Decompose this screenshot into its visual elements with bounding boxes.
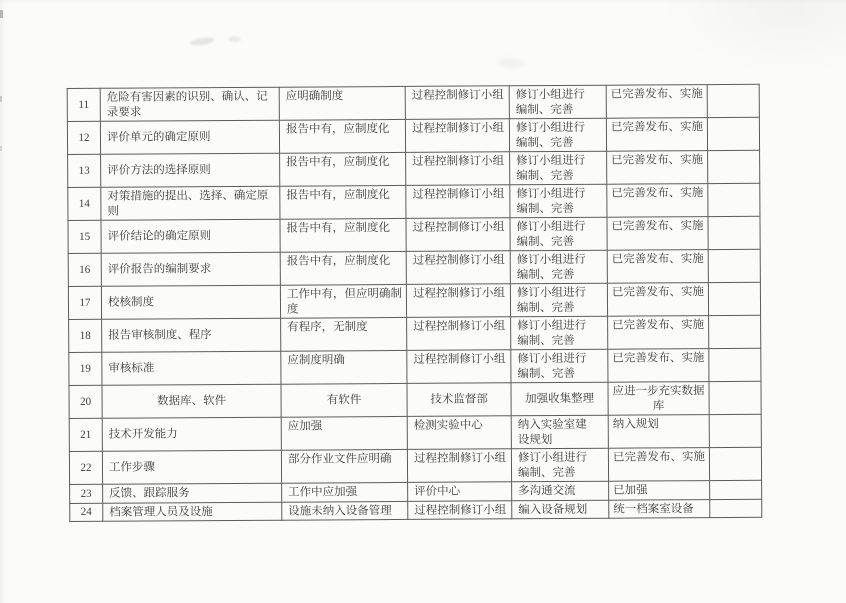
scan-artifact — [190, 36, 215, 46]
cell-no: 18 — [69, 319, 102, 352]
cell-status: 工作中应加强 — [282, 482, 408, 501]
cell-result: 已完善发布、实施 — [607, 151, 708, 185]
cell-item: 数据库、软件 — [102, 384, 281, 418]
cell-status: 应制度明确 — [281, 350, 407, 384]
cell-measure: 修订小组进行编制、完善 — [510, 250, 607, 284]
cell-department: 过程控制修订小组 — [406, 251, 510, 285]
cell-status: 应加强 — [281, 416, 407, 450]
cell-measure: 修订小组进行编制、完善 — [509, 118, 606, 152]
cell-measure: 修订小组进行编制、完善 — [511, 316, 608, 350]
cell-status: 部分作业文件应明确 — [281, 449, 407, 483]
cell-status: 报告中有，应制度化 — [280, 185, 406, 219]
cell-item: 报告审核制度、程序 — [102, 318, 281, 352]
cell-blank — [708, 282, 760, 315]
cell-result: 已完善发布、实施 — [606, 85, 707, 119]
cell-measure: 修订小组进行编制、完善 — [510, 283, 607, 317]
cell-item: 反馈、跟踪服务 — [103, 483, 282, 503]
cell-department: 过程控制修订小组 — [406, 218, 510, 252]
cell-result: 已完善发布、实施 — [608, 349, 709, 383]
cell-blank — [709, 447, 761, 480]
cell-measure: 纳入实验室建设规划 — [511, 415, 608, 449]
table-row — [68, 282, 760, 319]
table-row — [69, 414, 761, 451]
table-row — [69, 381, 761, 418]
cell-blank — [709, 381, 761, 414]
table-row — [68, 150, 760, 187]
cell-result: 已加强 — [609, 481, 710, 500]
cell-no: 23 — [70, 484, 103, 503]
cell-no: 14 — [68, 187, 101, 220]
table-row — [69, 447, 761, 484]
cell-item: 技术开发能力 — [102, 417, 281, 451]
cell-result: 已完善发布、实施 — [607, 217, 708, 251]
cell-result: 应进一步充实数据库 — [608, 382, 709, 416]
cell-department: 过程控制修订小组 — [408, 500, 512, 519]
scan-artifact — [0, 96, 2, 102]
cell-status: 报告中有，应制度化 — [280, 251, 406, 285]
cell-measure: 修订小组进行编制、完善 — [511, 349, 608, 383]
cell-result: 已完善发布、实施 — [607, 283, 708, 317]
cell-blank — [708, 150, 760, 183]
cell-no: 12 — [67, 121, 100, 154]
cell-blank — [707, 84, 759, 117]
table-row — [69, 348, 761, 385]
table-row — [68, 183, 760, 220]
cell-department: 过程控制修订小组 — [405, 119, 509, 153]
cell-item: 评价单元的确定原则 — [100, 120, 279, 154]
cell-measure: 编入设备规划 — [512, 500, 609, 519]
cell-blank — [709, 348, 761, 381]
cell-no: 13 — [68, 154, 101, 187]
cell-blank — [709, 414, 761, 447]
cell-status: 有程序，无制度 — [281, 317, 407, 351]
cell-no: 21 — [69, 418, 102, 451]
scan-artifact — [0, 10, 3, 18]
cell-department: 过程控制修订小组 — [406, 185, 510, 219]
cell-measure: 修订小组进行编制、完善 — [509, 85, 606, 119]
cell-blank — [710, 480, 762, 499]
cell-no: 16 — [68, 253, 101, 286]
cell-measure: 多沟通交流 — [512, 481, 609, 500]
cell-department: 过程控制修订小组 — [406, 152, 510, 186]
table-row — [67, 84, 759, 121]
table-body — [67, 84, 762, 521]
cell-blank — [710, 499, 762, 518]
cell-status: 报告中有，应制度化 — [280, 218, 406, 252]
cell-status: 工作中有，但应明确制度 — [280, 284, 406, 318]
cell-department: 技术监督部 — [407, 383, 511, 417]
cell-result: 已完善发布、实施 — [607, 250, 708, 284]
table-row — [69, 315, 761, 352]
scan-artifact — [0, 146, 2, 151]
table-row — [70, 499, 762, 522]
cell-measure: 加强收集整理 — [511, 382, 608, 416]
cell-measure: 修订小组进行编制、完善 — [511, 448, 608, 482]
cell-status: 报告中有，应制度化 — [280, 152, 406, 186]
cell-item: 工作步骤 — [102, 450, 281, 484]
cell-item: 对策措施的提出、选择、确定原则 — [101, 186, 280, 220]
cell-item: 档案管理人员及设施 — [103, 502, 282, 522]
cell-no: 11 — [67, 88, 100, 121]
cell-result: 纳入规划 — [608, 415, 709, 449]
cell-blank — [707, 117, 759, 150]
table-row — [67, 117, 759, 154]
cell-result: 统一档案室设备 — [609, 499, 710, 518]
cell-blank — [708, 249, 760, 282]
cell-item: 危险有害因素的识别、确认、记录要求 — [100, 87, 279, 121]
cell-blank — [708, 183, 760, 216]
cell-measure: 修订小组进行编制、完善 — [510, 217, 607, 251]
cell-blank — [709, 315, 761, 348]
cell-status: 有软件 — [281, 383, 407, 417]
cell-department: 评价中心 — [408, 482, 512, 501]
cell-result: 已完善发布、实施 — [606, 118, 707, 152]
cell-department: 过程控制修订小组 — [407, 449, 511, 483]
table-row — [68, 249, 760, 286]
table-row — [68, 216, 760, 253]
cell-blank — [708, 216, 760, 249]
cell-department: 过程控制修订小组 — [407, 350, 511, 384]
cell-item: 审核标准 — [102, 351, 281, 385]
cell-item: 评价结论的确定原则 — [101, 219, 280, 253]
cell-department: 过程控制修订小组 — [407, 317, 511, 351]
cell-item: 评价方法的选择原则 — [101, 153, 280, 187]
cell-result: 已完善发布、实施 — [607, 184, 708, 218]
cell-no: 19 — [69, 352, 102, 385]
scan-artifact — [497, 58, 525, 68]
cell-status: 报告中有，应制度化 — [279, 119, 405, 153]
cell-no: 17 — [68, 286, 101, 319]
cell-result: 已完善发布、实施 — [608, 316, 709, 350]
cell-department: 检测实验中心 — [407, 416, 511, 450]
cell-department: 过程控制修订小组 — [406, 284, 510, 318]
cell-measure: 修订小组进行编制、完善 — [510, 184, 607, 218]
cell-item: 评价报告的编制要求 — [101, 252, 280, 286]
cell-no: 24 — [70, 503, 103, 522]
scan-artifact — [228, 36, 241, 42]
cell-no: 22 — [69, 451, 102, 484]
cell-department: 过程控制修订小组 — [405, 86, 509, 120]
cell-status: 设施未纳入设备管理 — [282, 501, 408, 520]
cell-item: 校核制度 — [101, 285, 280, 319]
cell-measure: 修订小组进行编制、完善 — [510, 151, 607, 185]
rectification-items-table — [67, 84, 763, 522]
cell-no: 20 — [69, 385, 102, 418]
cell-result: 已完善发布、实施 — [608, 448, 709, 482]
cell-status: 应明确制度 — [279, 86, 405, 120]
cell-no: 15 — [68, 220, 101, 253]
